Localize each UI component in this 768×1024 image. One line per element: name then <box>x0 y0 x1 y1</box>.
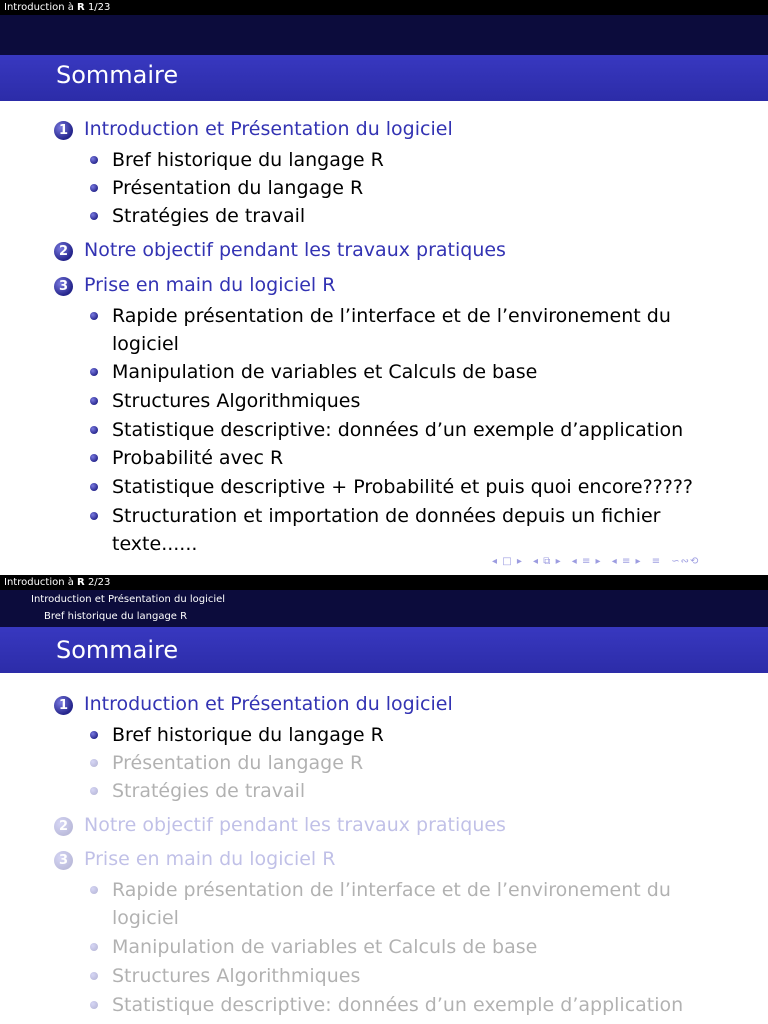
toc-subsection-current[interactable] <box>90 721 730 749</box>
nav-section-icon[interactable]: ◂ ≡ ▸ <box>611 556 642 567</box>
toc-section-1[interactable] <box>54 693 453 715</box>
frame-title: Sommaire <box>56 61 179 89</box>
section-number-badge: 3 <box>54 851 73 870</box>
header-band <box>0 590 768 627</box>
headline-title-bold: R <box>77 577 85 588</box>
bullet-icon <box>90 156 98 164</box>
bullet-icon <box>90 397 98 405</box>
nav-search-icon[interactable]: ∽∾⟲ <box>671 556 700 567</box>
toc-subsection[interactable] <box>90 933 730 961</box>
toc-section-label: Prise en main du logiciel R <box>84 274 336 296</box>
bullet-icon <box>90 512 98 520</box>
slide-2 <box>0 575 768 1024</box>
toc-section-3[interactable] <box>54 848 335 870</box>
toc-subsection-label: Statistique descriptive: données d’un exemple d’application <box>112 419 684 441</box>
toc-subsection[interactable] <box>90 202 730 230</box>
bullet-icon <box>90 312 98 320</box>
bullet-icon <box>90 426 98 434</box>
bullet-icon <box>90 483 98 491</box>
bullet-icon <box>90 212 98 220</box>
toc-subsection-label: Structuration et importation de données depuis un fichier texte...... <box>112 505 661 555</box>
toc-subsection-label: Présentation du langage R <box>112 177 364 199</box>
headline-title-bold: R <box>77 2 85 13</box>
frametitle-band <box>0 627 768 673</box>
toc-subsection-label: Bref historique du langage R <box>112 724 384 746</box>
toc-subsection-label: Stratégies de travail <box>112 205 306 227</box>
toc-subsection-label: Stratégies de travail <box>112 780 306 802</box>
bullet-icon <box>90 943 98 951</box>
nav-subsection-icon[interactable]: ◂ ≡ ▸ <box>571 556 602 567</box>
toc-section-label: Prise en main du logiciel R <box>84 848 336 870</box>
toc-subsection[interactable] <box>90 876 730 932</box>
toc-subsection-label: Présentation du langage R <box>112 752 364 774</box>
toc-section-label: Introduction et Présentation du logiciel <box>84 693 453 715</box>
toc-section-2[interactable] <box>54 239 506 261</box>
toc-section-2[interactable] <box>54 814 506 836</box>
bullet-icon <box>90 886 98 894</box>
toc-subsection[interactable] <box>90 358 730 386</box>
section-number-badge: 3 <box>54 277 73 296</box>
headline-title: Introduction à <box>4 577 78 588</box>
toc-subsection[interactable] <box>90 502 730 558</box>
headline-title: Introduction à <box>4 2 78 13</box>
bullet-icon <box>90 731 98 739</box>
toc-subsection-label: Manipulation de variables et Calculs de base <box>112 936 538 958</box>
toc-section-label: Notre objectif pendant les travaux pratiques <box>84 814 506 836</box>
section-number-badge: 2 <box>54 242 73 261</box>
section-number-badge: 2 <box>54 817 73 836</box>
toc-section-label: Introduction et Présentation du logiciel <box>84 118 453 140</box>
toc-subsection[interactable] <box>90 174 730 202</box>
bullet-icon <box>90 759 98 767</box>
bullet-icon <box>90 787 98 795</box>
slide-headline <box>0 575 768 590</box>
bullet-icon <box>90 972 98 980</box>
toc-subsection-label: Structures Algorithmiques <box>112 965 361 987</box>
toc-subsection[interactable] <box>90 749 730 777</box>
nav-subsection-name[interactable]: Bref historique du langage R <box>44 611 188 622</box>
frametitle-band <box>0 55 768 101</box>
slide-headline <box>0 0 768 15</box>
toc-subsection-label: Structures Algorithmiques <box>112 390 361 412</box>
beamer-navigation-bar <box>492 556 705 567</box>
toc-subsection[interactable] <box>90 416 730 444</box>
bullet-icon <box>90 1001 98 1009</box>
toc-subsection-label: Probabilité avec R <box>112 447 284 469</box>
bullet-icon <box>90 368 98 376</box>
bullet-icon <box>90 184 98 192</box>
toc-section-label: Notre objectif pendant les travaux pratiques <box>84 239 506 261</box>
toc-subsection[interactable] <box>90 302 730 358</box>
nav-align-icon[interactable]: ≡ <box>651 556 662 567</box>
toc-section-1[interactable] <box>54 118 453 140</box>
toc-subsection[interactable] <box>90 777 730 805</box>
section-number-badge: 1 <box>54 121 73 140</box>
toc-subsection-label: Manipulation de variables et Calculs de base <box>112 361 538 383</box>
section-number-badge: 1 <box>54 696 73 715</box>
nav-section-name[interactable]: Introduction et Présentation du logiciel <box>31 594 226 605</box>
toc-subsection[interactable] <box>90 444 730 472</box>
bullet-icon <box>90 454 98 462</box>
toc-subsection-label: Rapide présentation de l’interface et de l’environement du logiciel <box>112 305 671 355</box>
nav-frame-icon[interactable]: ◂ □ ▸ <box>492 556 523 567</box>
toc-subsection-label: Statistique descriptive + Probabilité et puis quoi encore????? <box>112 476 694 498</box>
toc-subsection[interactable] <box>90 387 730 415</box>
frame-title: Sommaire <box>56 636 179 664</box>
toc-subsection[interactable] <box>90 962 730 990</box>
header-band <box>0 15 768 55</box>
toc-section-3[interactable] <box>54 274 335 296</box>
headline-page-number: 1/23 <box>87 2 111 13</box>
toc-subsection-label: Bref historique du langage R <box>112 149 384 171</box>
headline-page-number: 2/23 <box>87 577 111 588</box>
nav-slide-icon[interactable]: ◂ ⧉ ▸ <box>533 556 562 567</box>
toc-subsection[interactable] <box>90 146 730 174</box>
toc-subsection-label: Statistique descriptive: données d’un exemple d’application <box>112 994 684 1016</box>
toc-subsection[interactable] <box>90 991 730 1019</box>
toc-subsection[interactable] <box>90 473 730 501</box>
toc-subsection-label: Rapide présentation de l’interface et de l’environement du logiciel <box>112 879 671 929</box>
